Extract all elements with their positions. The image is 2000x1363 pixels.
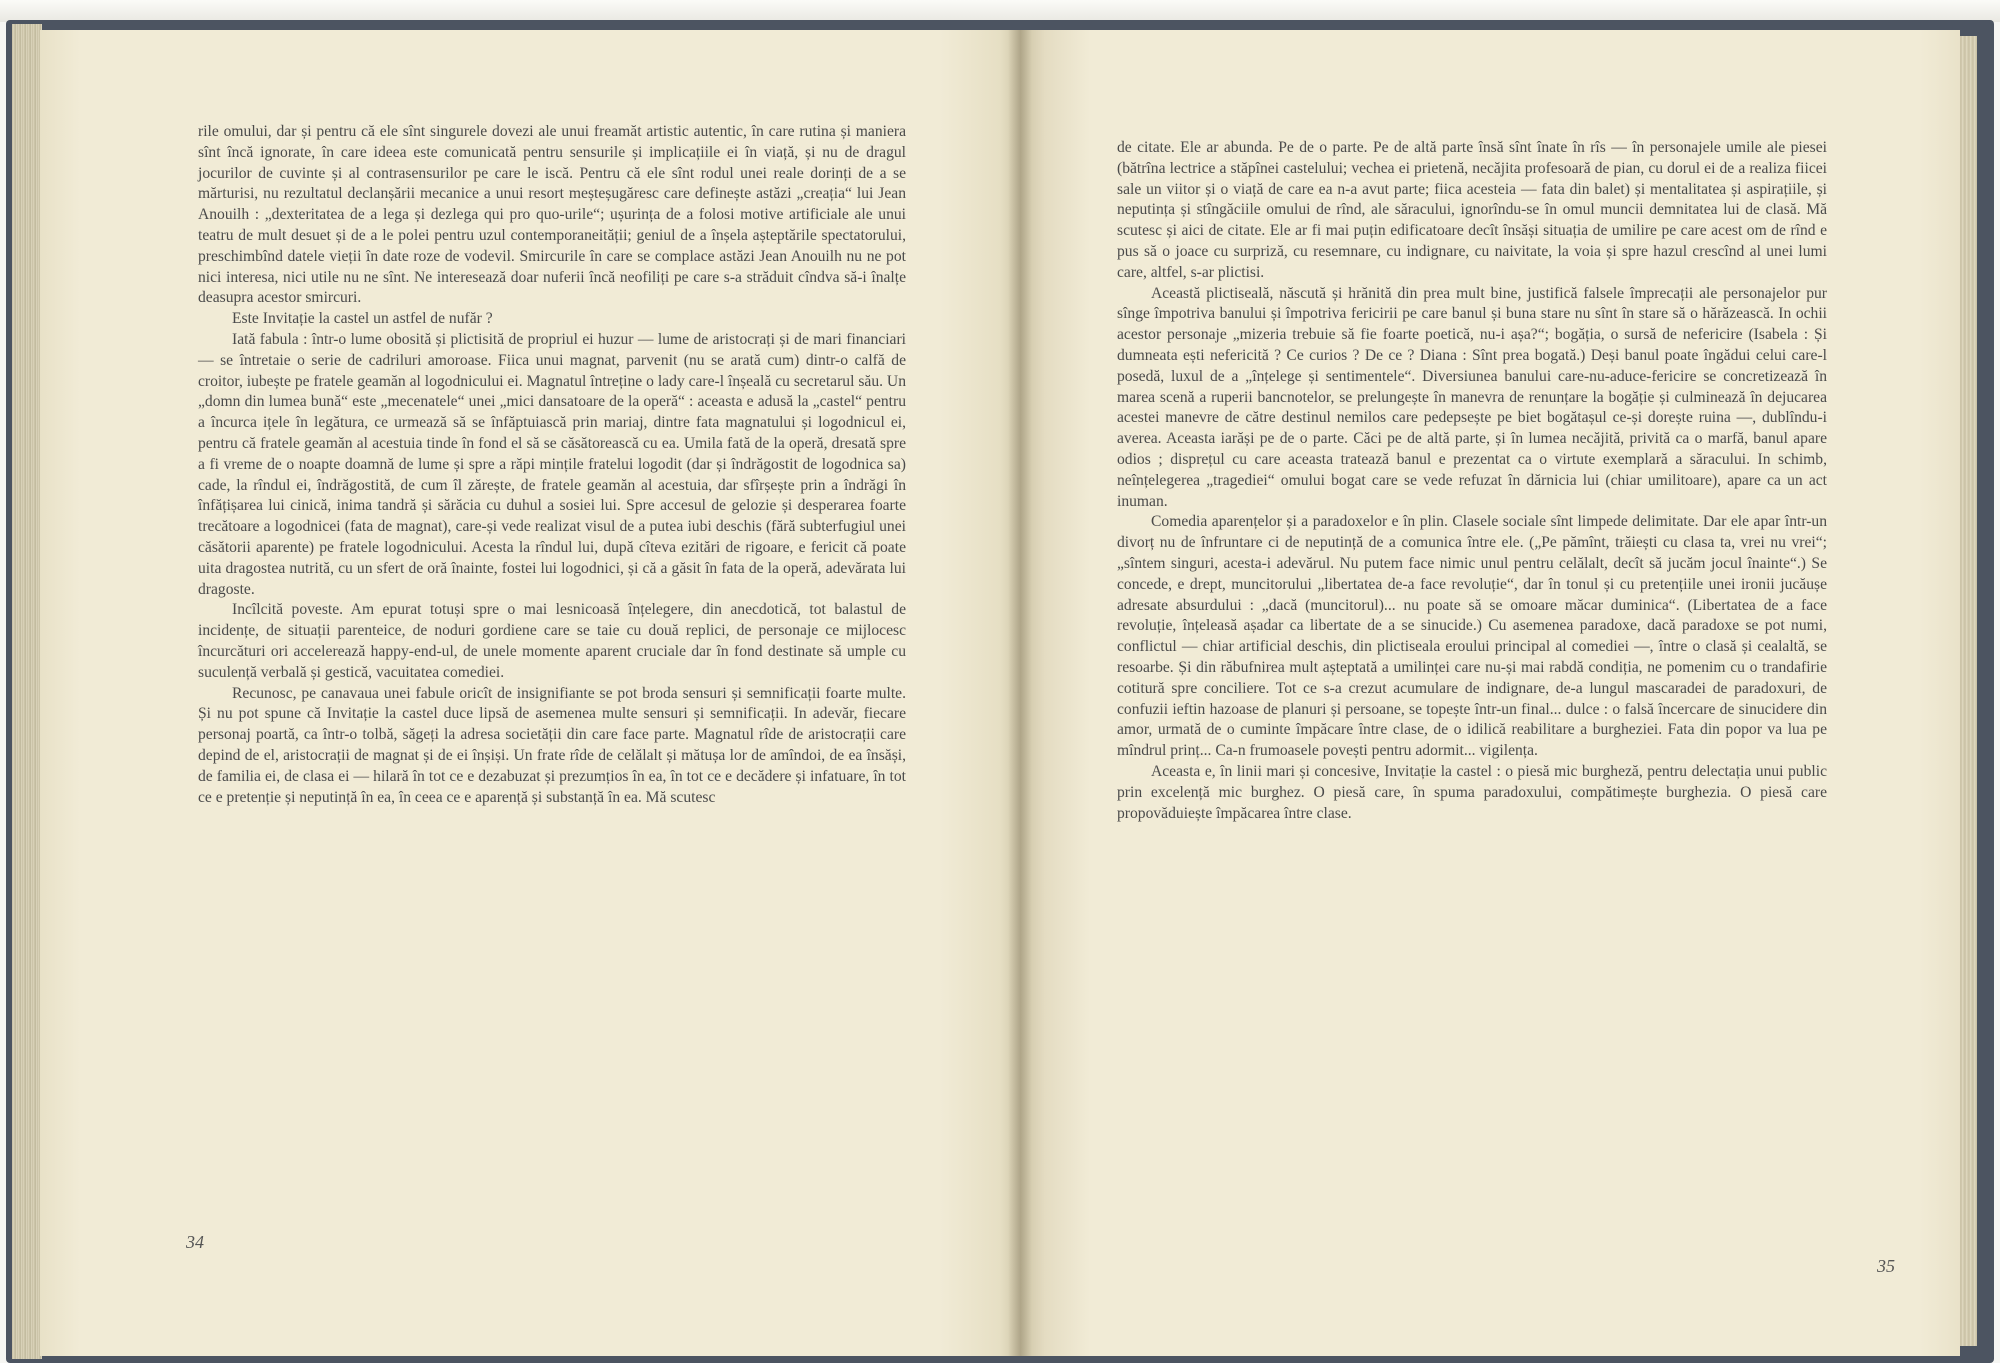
page-number: 34	[186, 1232, 204, 1252]
book-gutter	[1008, 30, 1032, 1356]
left-page-edges	[12, 24, 42, 1359]
paragraph: Aceasta e, în linii mari și concesive, Invitație la castel : o piesă mic burgheză, pentru delectația unui public prin excelență mic burghez. O piesă care, în spuma paradoxului, compătimește burghezia. O piesă care propovăduiește împăcarea între clase.	[1117, 762, 1827, 822]
page-number: 35	[1877, 1256, 1895, 1276]
paragraph: de citate. Ele ar abunda. Pe de o parte. Pe de altă parte însă sînt înate în rîs — în personajele umile ale piesei (bătrîna lectrice a stăpînei castelului; vechea ei prietenă, necăjita profesoară de pian, cu dorul ei de a realiza fiicei sale un viitor și o viață de care ea n-a avut parte; fiica acesteia — fata din balet) și mentalitatea și aspirațiile, și neputința și stîngăciile omului de rînd, ale săracului, ignorîndu-se în omul muncii demnitatea lui de clasă. Mă scutesc și aici de citate. Ele ar fi mai puțin edificatoare decît însăși situația de umilire pe care acest om de rînd e pus să o joace cu surpriză, cu resemnare, cu indignare, cu naivitate, la voia și spre hazul crescînd al unei lumi care, altfel, s-ar plictisi.	[1117, 139, 1827, 281]
left-page-text	[198, 122, 906, 808]
scanner-background	[0, 0, 2000, 22]
paragraph: Este Invitație la castel un astfel de nufăr ?	[232, 310, 493, 328]
paragraph: Comedia aparențelor și a paradoxelor e în plin. Clasele sociale sînt limpede delimitate. Dar ele apar într-un divorț nu de înfruntare ci de neputință de a comunica între ele. („Pe pămînt, trăiești cu clasa ta, vrei nu vrei“; „sîntem singuri, acesta-i adevărul. Nu putem face nimic unul pentru celălalt, decît să jucăm jocul înainte“.) Se concede, e drept, muncitorului „libertatea de-a face revoluție“, dar în tonul și cu pretențiile unei ironii jucăușe adresate absurdului : „dacă (muncitorul)... nu poate să se omoare măcar duminica“. (Libertatea de a face revoluție, înțeleasă așadar ca libertate de a se sinucide.) Cu asemenea paradoxe, dacă paradoxe se pot numi, conflictul — chiar artificial deschis, din plictiseala eroului principal al comediei —, între o clasă și cealaltă, se resoarbe. Și din răbufnirea mult așteptată a umilinței care nu-și mai rabdă condiția, ne pomenim cu o trandafirie cotitură spre conciliere. Tot ce s-a crezut acumulare de indignare, de-a lungul mascaradei de paradoxuri, de confuzii ieftin hazoase de planuri și persoane, se topește într-un final... dulce : o falsă încercare de sinucidere din amor, urmată de o cuminte împăcare între clase, de o idilică reabilitare a burgheziei. Fata din popor va lua pe mîndrul prinț... Ca-n frumoasele povești pentru adormit... vigilența.	[1117, 513, 1827, 760]
paragraph: Incîlcită poveste. Am epurat totuși spre o mai lesnicoasă înțelegere, din anecdotică, tot balastul de incidențe, de situații parenteice, de noduri gordiene care se taie cu două replici, de personaje ce mijlocesc încurcături ori accelerează happy-end-ul, de unele momente aparent cruciale dar în fond destinate să umple cu suculență verbală și gestică, vacuitatea comediei.	[198, 601, 906, 681]
paragraph: Recunosc, pe canavaua unei fabule oricît de insignifiante se pot broda sensuri și semnificații foarte multe. Și nu pot spune că Invitație la castel duce lipsă de asemenea multe sensuri și semnificații. In adevăr, fiecare personaj poartă, ca într-o tolbă, săgeți la adresa societății din care face parte. Magnatul rîde de aristocrații care depind de el, aristocrații de magnat și de ei înșiși. Un frate rîde de celălalt și mătușa lor de amîndoi, de ea însăși, de familia ei, de clasa ei — hilară în tot ce e dezabuzat și prezumțios în ea, în tot ce e decădere și infatuare, în tot ce e pretenție și neputință în ea, în ceea ce e aparență și substanță în ea. Mă scutesc	[198, 684, 906, 806]
right-page-text	[1117, 138, 1827, 824]
paragraph: rile omului, dar și pentru că ele sînt singurele dovezi ale unui freamăt artistic autentic, în care rutina și maniera sînt încă ignorate, în care ideea este comunicată pentru sensurile și implicațiile ei în viață, și nu de dragul jocurilor de cuvinte și al contrasensurilor pe care le iscă. Pentru că ele sînt rodul unei reale dorinți de a se mărturisi, nu rezultatul declanșării mecanice a unui resort meșteșugăresc care definește astăzi „creația“ lui Jean Anouilh : „dexteritatea de a lega și dezlega qui pro quo-urile“; ușurința de a folosi motive artificiale ale unui teatru de mult desuet și de a le polei pentru uzul contemporaneității; geniul de a înșela așteptările spectatorului, preschimbînd datele vieții în date roze de vodevil. Smircurile în care se complace astăzi Jean Anouilh nu ne pot nici interesa, nici utile nu ne sînt. Ne interesează doar nuferii încă neofiliți pe care s-a străduit cîndva să-i înalțe deasupra acestor smircuri.	[198, 123, 906, 307]
right-page	[1020, 30, 1960, 1356]
paragraph: Iată fabula : într-o lume obosită și plictisită de propriul ei huzur — lume de aristocrați și de mari financiari — se întretaie o serie de cadriluri amoroase. Fiica unui magnat, parvenit (nu se arată cum) dintr-o calfă de croitor, iubește pe fratele geamăn al logodnicului ei. Magnatul întreține o lady care-l înșeală cu secretarul său. Un „domn din lumea bună“ este „mecenatele“ unei „mici dansatoare de la operă“ : aceasta e adusă la „castel“ pentru a încurca ițele în legătura, ce urmează să se înfăptuiască prin mariaj, dintre fata magnatului și logodnicul ei, pentru că fratele geamăn al acestuia tinde în fond el să se căsătorească cu ea. Umila fată de la operă, dresată spre a fi vreme de o noapte doamnă de lume și spre a răpi mințile fratelui logodit (dar și îndrăgostit de logodnica sa) cade, la rîndul ei, îndrăgostită, de cum îl zărește, de fratele geamăn al acestuia, dar sfîrșește prin a îndrăgi în înfățișarea lui cinică, inima tandră și sărăcia cu duhul a sosiei lui. Spre accesul de gelozie și desperarea foarte trecătoare a logodnicei (fata de magnat), care-și vede realizat visul de a putea iubi deschis (fără subterfugiul unei căsătorii aparente) pe fratele logodnicului. Acesta la rîndul lui, după cîteva ezitări de rigoare, e fericit că poate uita dragostea nutrită, cu un sfert de oră înainte, fostei lui logodnici, și că a găsit în fata de la operă, adevărata lui dragoste.	[198, 330, 906, 598]
left-page	[40, 30, 1020, 1356]
paragraph: Această plictiseală, născută și hrănită din prea mult bine, justifică falsele împrecații ale personajelor pur sînge împotriva banului și împotriva fericirii pe care banul și buna stare nu sînt în stare să o hărăzească. In ochii acestor personaje „mizeria trebuie să fie foarte poetică, nu-i așa?“; bogăția, o sursă de nefericire (Isabela : Și dumneata ești nefericită ? Ce curios ? De ce ? Diana : Sînt prea bogată.) Deși banul poate îngădui celui care-l posedă, luxul de a „înțelege și sentimentele“. Diversiunea banului care-nu-aduce-fericire se concretizează în marea scenă a ruperii bancnotelor, se prelungește în manevra de renunțare la bogăție și culminează în dejucarea acestei manevre de către destinul nemilos care pedepsește pe biet bogătașul ce-și dorește ruina —, dublîndu-i averea. Aceasta iarăși pe de o parte. Căci pe de altă parte, și în lumea necăjită, privită ca o marfă, banul apare odios ; disprețul cu care aceasta tratează banul e prezentat ca o virtute exemplară a săracului. In schimb, neînțelegerea „tragediei“ omului bogat care se vede refuzat în dărnicia lui (chiar umilitoare), apare ca un act inuman.	[1117, 284, 1827, 510]
